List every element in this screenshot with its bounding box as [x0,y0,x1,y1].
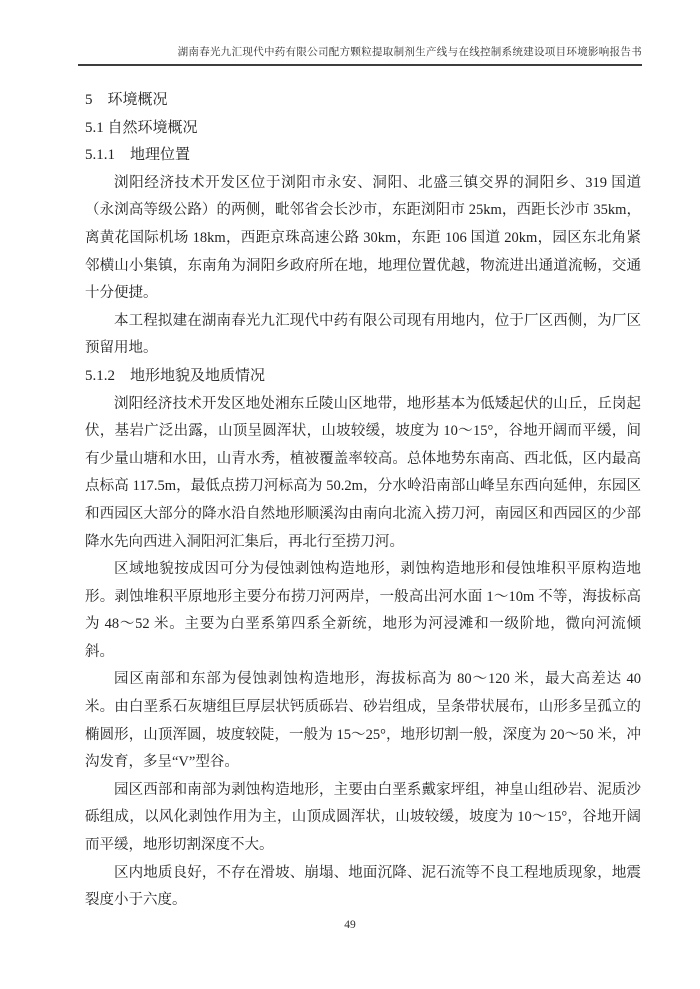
paragraph-location-2: 本工程拟建在湖南春光九汇现代中药有限公司现有用地内，位于厂区西侧，为厂区预留用地。 [85,312,641,357]
page-number: 49 [344,919,356,931]
subsection-heading-geography: 5.1.1 地理位置 [85,147,191,164]
paragraph-terrain-4: 园区西部和南部为剥蚀构造地形，主要由白垩系戴家坪组，神皇山组砂岩、泥质沙砾组成，以风化剥蚀作用为主，山顶成圆浑状，山坡较缓，坡度为 10～15°，谷地开阔而平缓，地形切割深度不大。 [85,781,641,854]
header-title: 湖南春光九汇现代中药有限公司配方颗粒提取制剂生产线与在线控制系统建设项目环境影响报告书 [177,47,642,58]
page-header [78,45,642,66]
page-footer [0,919,700,931]
paragraph-location-1: 浏阳经济技术开发区位于浏阳市永安、洞阳、北盛三镇交界的洞阳乡、319 国道（永浏高等级公路）的两侧，毗邻省会长沙市，东距浏阳市 25km，西距长沙市 35km，离黄花国际机场 18km，西距京珠高速公路 30km，东距 106 国道 20km，园区东北角紧邻横山小集镇，东南角为洞阳乡政府所在地，地理位置优越，物流进出通道流畅，交通十分便捷。 [85,174,641,302]
paragraph-terrain-1: 浏阳经济技术开发区地处湘东丘陵山区地带，地形基本为低矮起伏的山丘，丘岗起伏，基岩广泛出露，山顶呈圆浑状，山坡较缓，坡度为 10～15°，谷地开阔而平缓，间有少量山塘和水田，山青水秀，植被覆盖率较高。总体地势东南高、西北低，区内最高点标高 117.5m，最低点捞刀河标高为 50.2m，分水岭沿南部山峰呈东西向延伸，东园区和西园区大部分的降水沿自然地形顺溪沟由南向北流入捞刀河，南园区和西园区的少部降水先向西进入洞阳河汇集后，再北行至捞刀河。 [85,395,641,550]
chapter-heading: 5 环境概况 [85,92,168,108]
section-heading: 5.1 自然环境概况 [85,119,198,136]
document-body [85,87,641,915]
paragraph-geology: 区内地质良好，不存在滑坡、崩塌、地面沉降、泥石流等不良工程地质现象，地震裂度小于六度。 [85,864,641,909]
subsection-heading-terrain: 5.1.2 地形地貌及地质情况 [85,367,266,384]
paragraph-terrain-3: 园区南部和东部为侵蚀剥蚀构造地形，海拔标高为 80～120 米，最大高差达 40 米。由白垩系石灰塘组巨厚层状钙质砾岩、砂岩组成，呈条带状展布，山形多呈孤立的椭圆形，山顶浑圆，坡度较陡，一般为 15～25°，地形切割一般，深度为 20～50 米，冲沟发育，多呈“V”型谷。 [85,671,641,771]
paragraph-terrain-2: 区域地貌按成因可分为侵蚀剥蚀构造地形，剥蚀构造地形和侵蚀堆积平原构造地形。剥蚀堆积平原地形主要分布捞刀河两岸，一般高出河水面 1～10m 不等，海拔标高为 48～52 米。主要为白垩系第四系全新统，地形为河浸滩和一级阶地，微向河流倾斜。 [85,561,641,660]
